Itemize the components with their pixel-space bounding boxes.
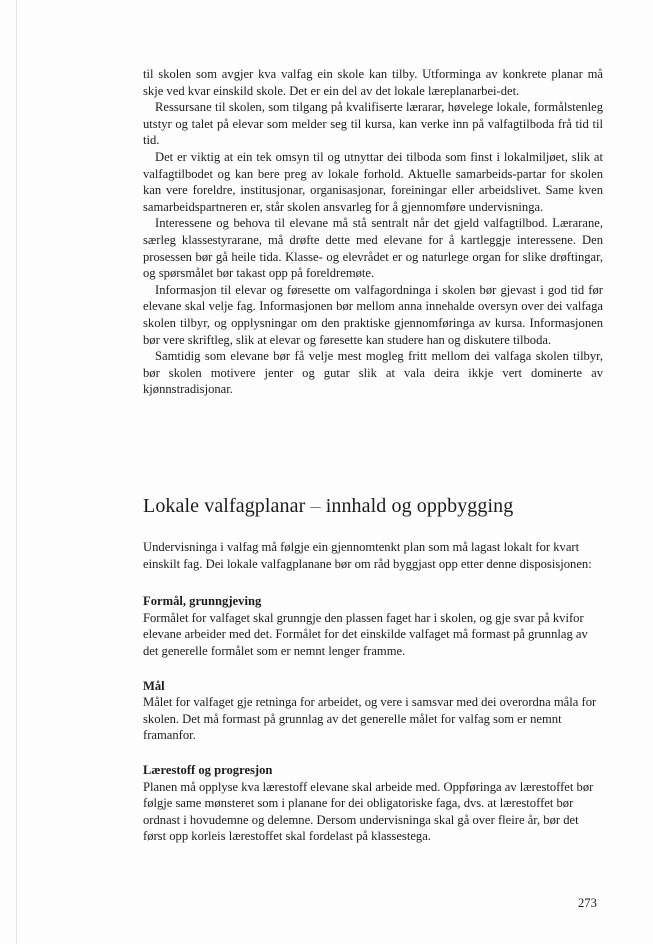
subsection-heading: Formål, grunngjeving [143,594,262,609]
paragraph: Informasjon til elevar og føresette om valfagordninga i skolen bør gjevast i god tid før elevane skal velje fag. Informasjonen bør mellom anna innehalde oversyn over dei valfaga skolen tilbyr, og opplysningar om den praktiske gjennomføringa av kursa. Informasjonen bør vere skriftleg, slik at elevar og føresette kan studere han og diskutere tilboda. [143,282,603,347]
section-heading-part1: Lokale valfagplanar [143,495,306,517]
section-heading-dash: – [310,495,321,517]
section-lokale-valfagplanar [143,494,603,845]
page-number: 273 [578,896,597,910]
paragraph: Interessene og behova til elevane må stå sentralt når det gjeld valfagtilbod. Lærarane, særleg klassestyrarane, må drøfte dette med elevane for å kartleggje interessene. Den prosessen bør gå heile tida. Klasse- og elevrådet er og naturlege organ for slike drøftingar, og spørsmålet bør takast opp på foreldremøte. [143,216,603,281]
paragraph: til skolen som avgjer kva valfag ein skole kan tilby. Utforminga av konkrete planar må skje ved kvar einskild skole. Det er ein del av det lokale læreplanarbei-det. [143,67,603,98]
subsection-heading: Lærestoff og progresjon [143,762,273,777]
subsection-heading: Mål [143,678,165,693]
subsection-text: Målet for valfaget gje retninga for arbeidet, og vere i samsvar med dei overordna måla for skolen. Det må formast på grunnlag av det generelle målet for valfag som er nemnt framanfor. [143,695,597,743]
section-intro: Undervisninga i valfag må følgje ein gjennomtenkt plan som må lagast lokalt for kvart einskilt fag. Dei lokale valfagplanane bør om råd byggjast opp etter denne disposisjonen: [143,540,592,571]
paragraph: Ressursane til skolen, som tilgang på kvalifiserte lærarar, høvelege lokale, formålstenleg utstyr og talet på elevar som melder seg til kursa, kan verke inn på valfagtilboda frå tid til tid. [143,100,603,148]
paragraph: Det er viktig at ein tek omsyn til og utnyttar dei tilboda som finst i lokalmiljøet, slik at valfagtilbodet og kan bere preg av lokale forhold. Aktuelle samarbeids-partar for skolen kan vere foreldre, institusjonar, organisasjonar, foreiningar eller arbeidslivet. Same kven samarbeidspartneren er, står skolen ansvarleg for å gjennomføre undervisninga. [143,149,603,214]
paragraph: Samtidig som elevane bør få velje mest mogleg fritt mellom dei valfaga skolen tilbyr, bør skolen motivere jenter og gutar slik at vala deira ikkje vert dominerte av kjønnstradisjonar. [143,349,603,397]
section-heading [143,494,603,518]
section-heading-part2: innhald og oppbygging [325,495,514,517]
top-text-block [143,66,603,398]
scan-edge-line [16,0,17,944]
subsection-text: Planen må opplyse kva lærestoff elevane skal arbeide med. Oppføringa av lærestoffet bør følgje same mønsteret som i planane for dei obligatoriske faga, dvs. at lærestoffet bør ordnast i hovudemne og delemne. Dersom undervisninga skal gå over fleire år, bør det først opp korleis lærestoffet skal fordelast på klassestega. [143,779,594,844]
subsection-text: Formålet for valfaget skal grunngje den plassen faget har i skolen, og gje svar på kvifor elevane arbeider med det. Formålet for det einskilde valfaget må formast på grunnlag av det generelle formålet som er nemnt lenger framme. [143,610,588,658]
